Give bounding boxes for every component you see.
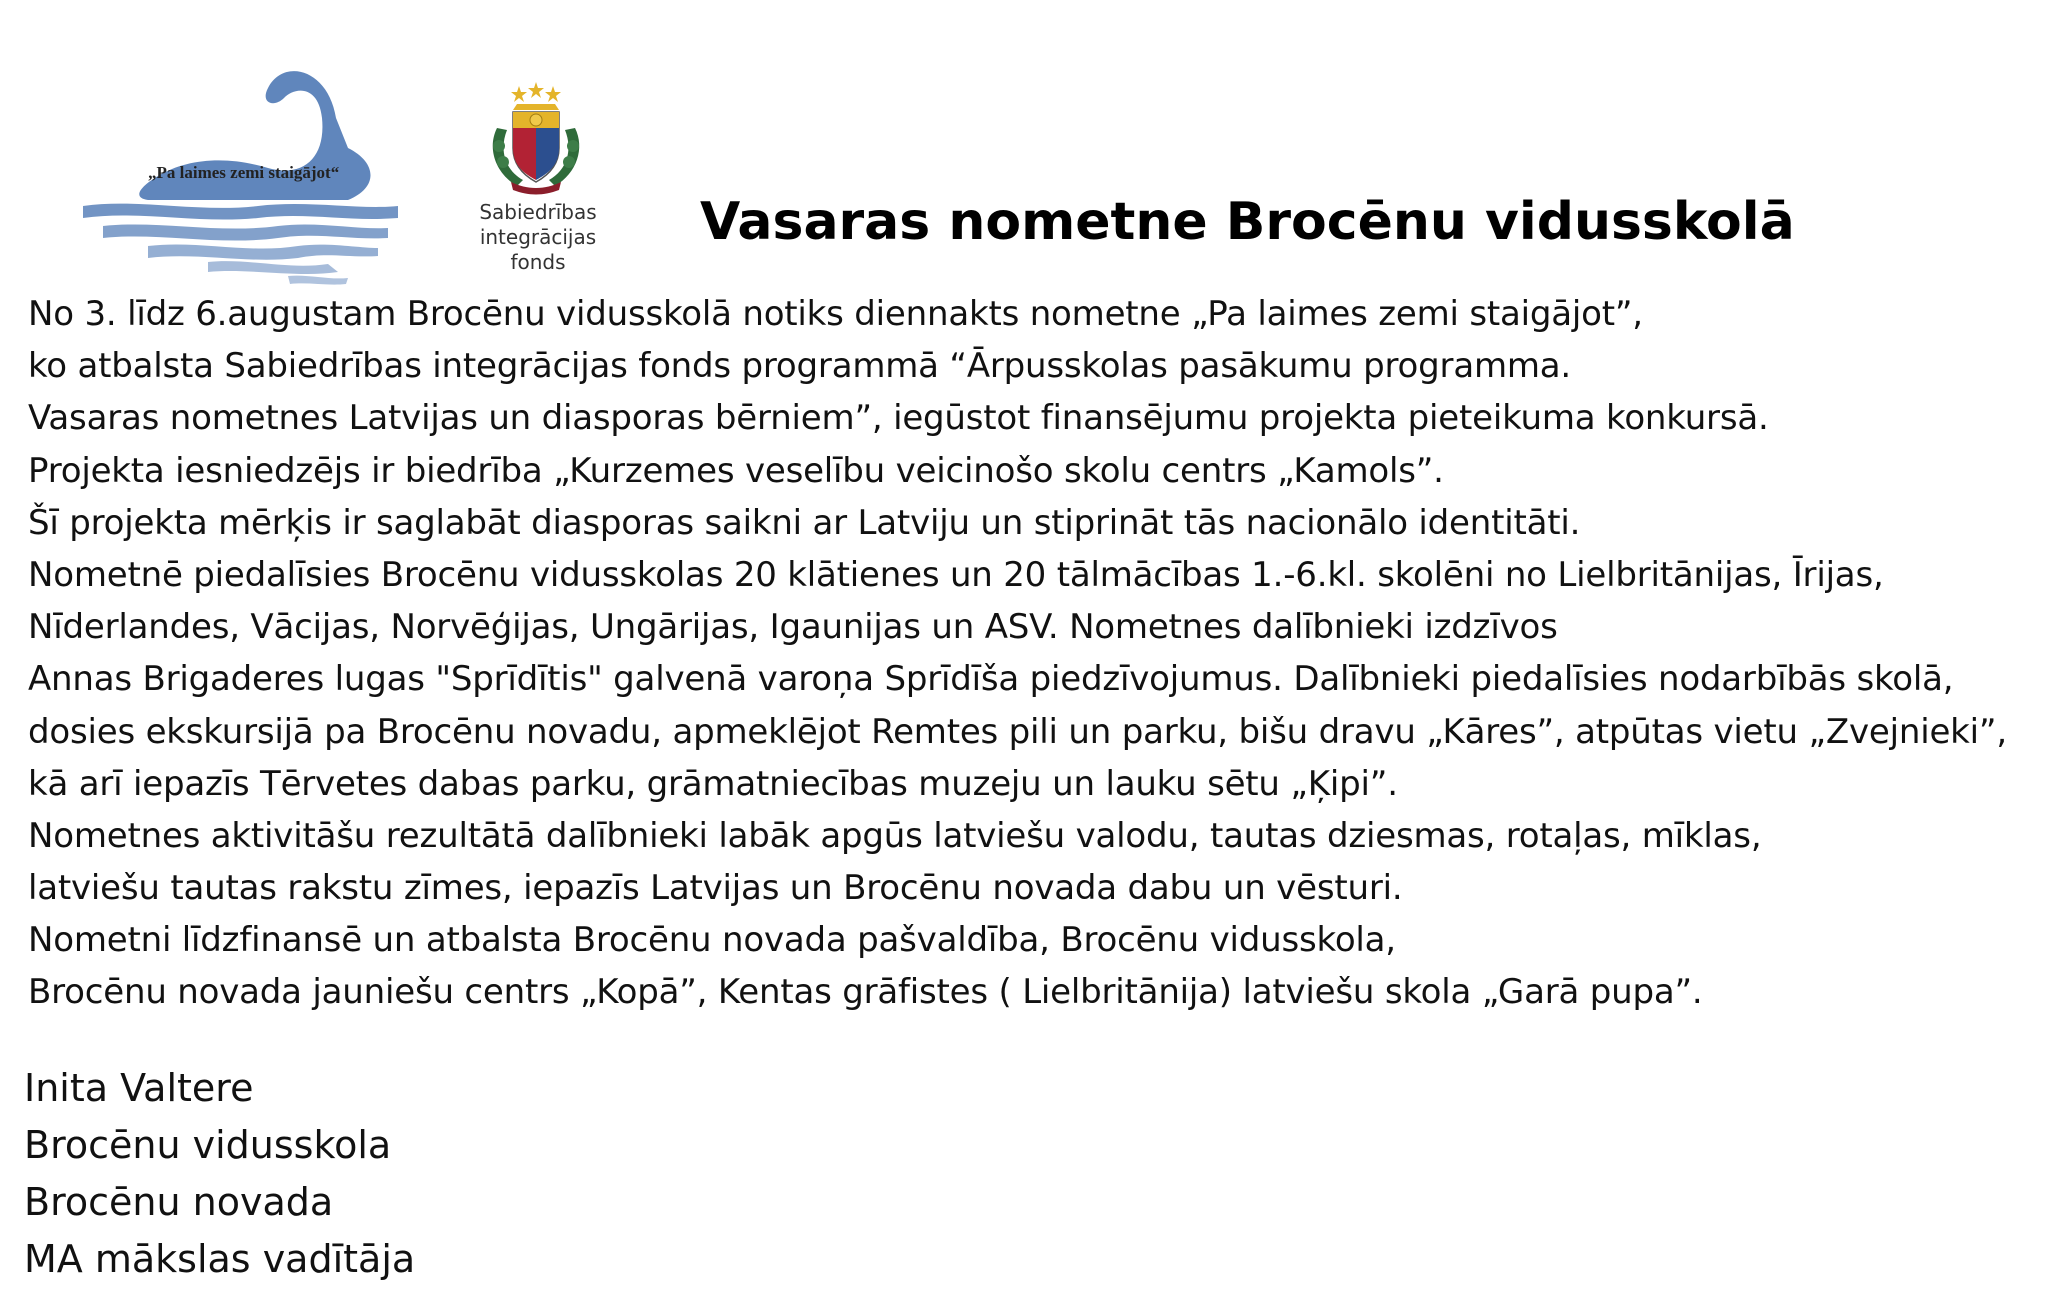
signature-name: Inita Valtere: [24, 1066, 254, 1110]
signature-block: [24, 1060, 415, 1288]
coat-caption-line1: Sabiedrības integrācijas: [479, 200, 597, 249]
body-line: Vasaras nometnes Latvijas un diasporas bērniem”, iegūstot finansējumu projekta pieteikuma konkursā.: [28, 398, 1769, 439]
signature-region: Brocēnu novada: [24, 1180, 334, 1224]
body-line: dosies ekskursijā pa Brocēnu novadu, apmeklējot Remtes pili un parku, bišu dravu „Kāres”, atpūtas vietu „Zvejnieki”,: [28, 711, 2007, 752]
coat-of-arms-logo: [477, 78, 595, 196]
body-line: Nometnes aktivitāšu rezultātā dalībnieki labāk apgūs latviešu valodu, tautas dziesmas, rotaļas, mīklas,: [28, 815, 1762, 856]
body-line: Nīderlandes, Vācijas, Norvēģijas, Ungārijas, Igaunijas un ASV. Nometnes dalībnieki izdzīvos: [28, 607, 1558, 648]
body-line: ko atbalsta Sabiedrības integrācijas fonds programmā “Ārpusskolas pasākumu programma.: [28, 346, 1572, 387]
body-line: Annas Brigaderes lugas "Sprīdītis" galvenā varoņa Sprīdīša piedzīvojumus. Dalībnieki piedalīsies nodarbībās skolā,: [28, 659, 1954, 700]
body-line: latviešu tautas rakstu zīmes, iepazīs Latvijas un Brocēnu novada dabu un vēsturi.: [28, 868, 1403, 909]
swan-logo-caption: „Pa laimes zemi staigājot“: [148, 163, 340, 182]
body-line: kā arī iepazīs Tērvetes dabas parku, grāmatniecības muzeju un lauku sētu „Ķipi”.: [28, 763, 1398, 804]
body-line: Šī projekta mērķis ir saglabāt diasporas saikni ar Latviju un stiprināt tās nacionālo identitāti.: [28, 502, 1581, 543]
coat-of-arms-icon: [477, 78, 595, 196]
coat-of-arms-caption: [418, 200, 658, 275]
body-line: No 3. līdz 6.augustam Brocēnu vidusskolā notiks diennakts nometne „Pa laimes zemi staigājot”,: [28, 294, 1643, 334]
article-body: [28, 288, 2043, 1019]
signature-school: Brocēnu vidusskola: [24, 1123, 392, 1167]
body-line: Nometni līdzfinansē un atbalsta Brocēnu novada pašvaldība, Brocēnu vidusskola,: [28, 920, 1396, 961]
page-title: Vasaras nometne Brocēnu vidusskolā: [700, 192, 1795, 252]
body-line: Projekta iesniedzējs ir biedrība „Kurzemes veselību veicinošo skolu centrs „Kamols”.: [28, 450, 1444, 491]
body-line: Nometnē piedalīsies Brocēnu vidusskolas 20 klātienes un 20 tālmācības 1.-6.kl. skolēni no Lielbritānijas, Īrijas,: [28, 554, 1884, 595]
coat-caption-line2: fonds: [510, 250, 566, 274]
body-line: Brocēnu novada jauniešu centrs „Kopā”, Kentas grāfistes ( Lielbritānija) latviešu skola „Garā pupa”.: [28, 972, 1703, 1013]
signature-role: MA mākslas vadītāja: [24, 1237, 416, 1281]
